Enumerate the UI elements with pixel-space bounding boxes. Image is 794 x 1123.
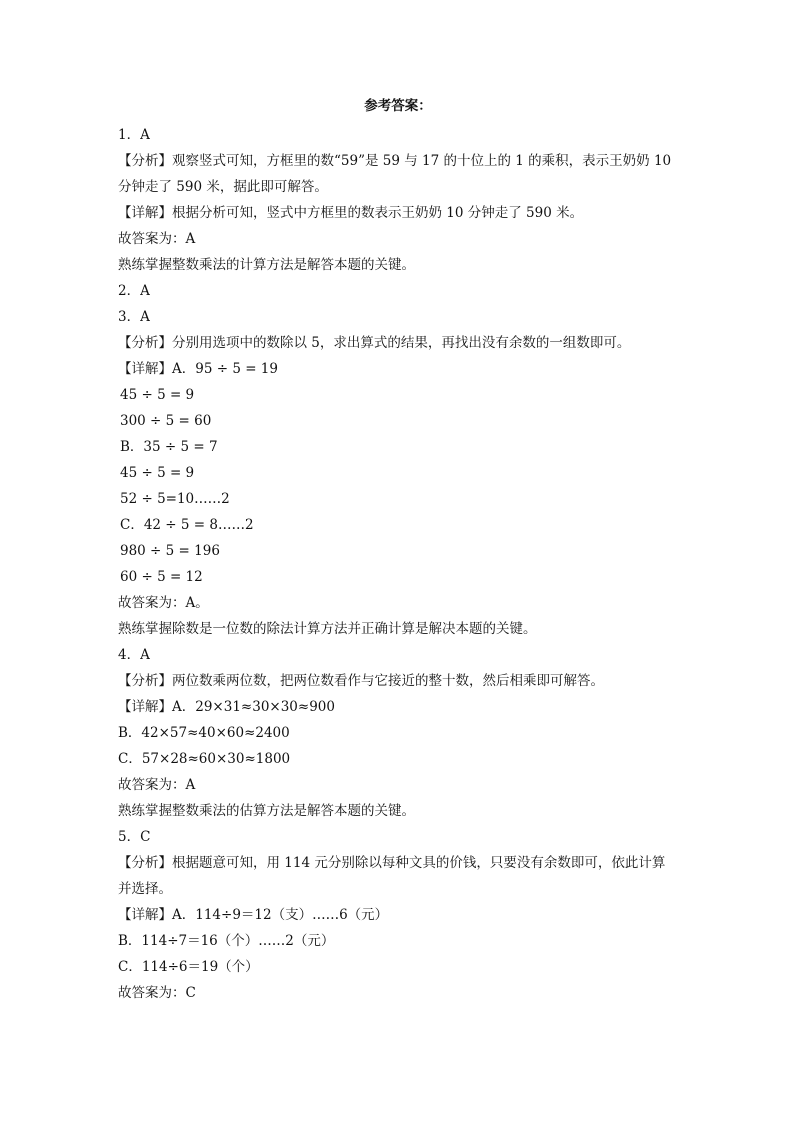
answer-line: C．42 ÷ 5 = 8……2 [120,517,254,533]
answer-line: B．35 ÷ 5 = 7 [120,439,218,455]
answer-line: B．42×57≈40×60≈2400 [118,725,290,741]
answer-line: C．57×28≈60×30≈1800 [118,751,291,767]
answer-line: 熟练掌握整数乘法的计算方法是解答本题的关键。 [118,257,415,273]
answer-line: 【详解】根据分析可知，竖式中方框里的数表示王奶奶 10 分钟走了 590 米。 [118,205,584,221]
page-title: 参考答案： [364,98,432,114]
answer-line: 【分析】观察竖式可知，方框里的数“59”是 59 与 17 的十位上的 1 的乘积，表示王奶奶 10 分钟走了 590 米，据此即可解答。 [118,153,672,195]
answer-line: 4．A [118,647,150,663]
answer-line: 3．A [118,309,150,325]
answer-line: 【分析】两位数乘两位数，把两位数看作与它接近的整十数，然后相乘即可解答。 [118,673,604,689]
answer-line: 300 ÷ 5 = 60 [120,413,212,429]
answer-line: 【分析】分别用选项中的数除以 5，求出算式的结果，再找出没有余数的一组数即可。 [118,335,631,351]
answer-line: 熟练掌握除数是一位数的除法计算方法并正确计算是解决本题的关键。 [118,621,537,637]
answer-line: 故答案为：A。 [118,595,209,611]
answer-line: 1．A [118,127,150,143]
answer-line: 熟练掌握整数乘法的估算方法是解答本题的关键。 [118,803,415,819]
answer-page [118,96,678,1006]
answer-line: 故答案为：A [118,231,196,247]
answer-line: 【详解】A．114÷9＝12（支）……6（元） [118,907,389,923]
answer-line: 【详解】A．29×31≈30×30≈900 [118,699,335,715]
answer-lines [118,122,678,1006]
answer-line: 2．A [118,283,150,299]
answer-line: 45 ÷ 5 = 9 [120,387,195,403]
answer-line: 60 ÷ 5 = 12 [120,569,203,585]
answer-line: 故答案为：C [118,985,196,1001]
answer-line: 980 ÷ 5 = 196 [120,543,220,559]
answer-line: 52 ÷ 5=10……2 [120,491,230,507]
answer-line: C．114÷6＝19（个） [118,959,259,975]
answer-line: 45 ÷ 5 = 9 [120,465,195,481]
answer-line: 【详解】A．95 ÷ 5 = 19 [118,361,278,377]
answer-line: 5．C [118,829,151,845]
answer-line: 【分析】根据题意可知，用 114 元分别除以每种文具的价钱，只要没有余数即可，依此计算并选择。 [118,855,666,897]
answer-line: 故答案为：A [118,777,196,793]
answer-line: B．114÷7＝16（个）……2（元） [118,933,335,949]
